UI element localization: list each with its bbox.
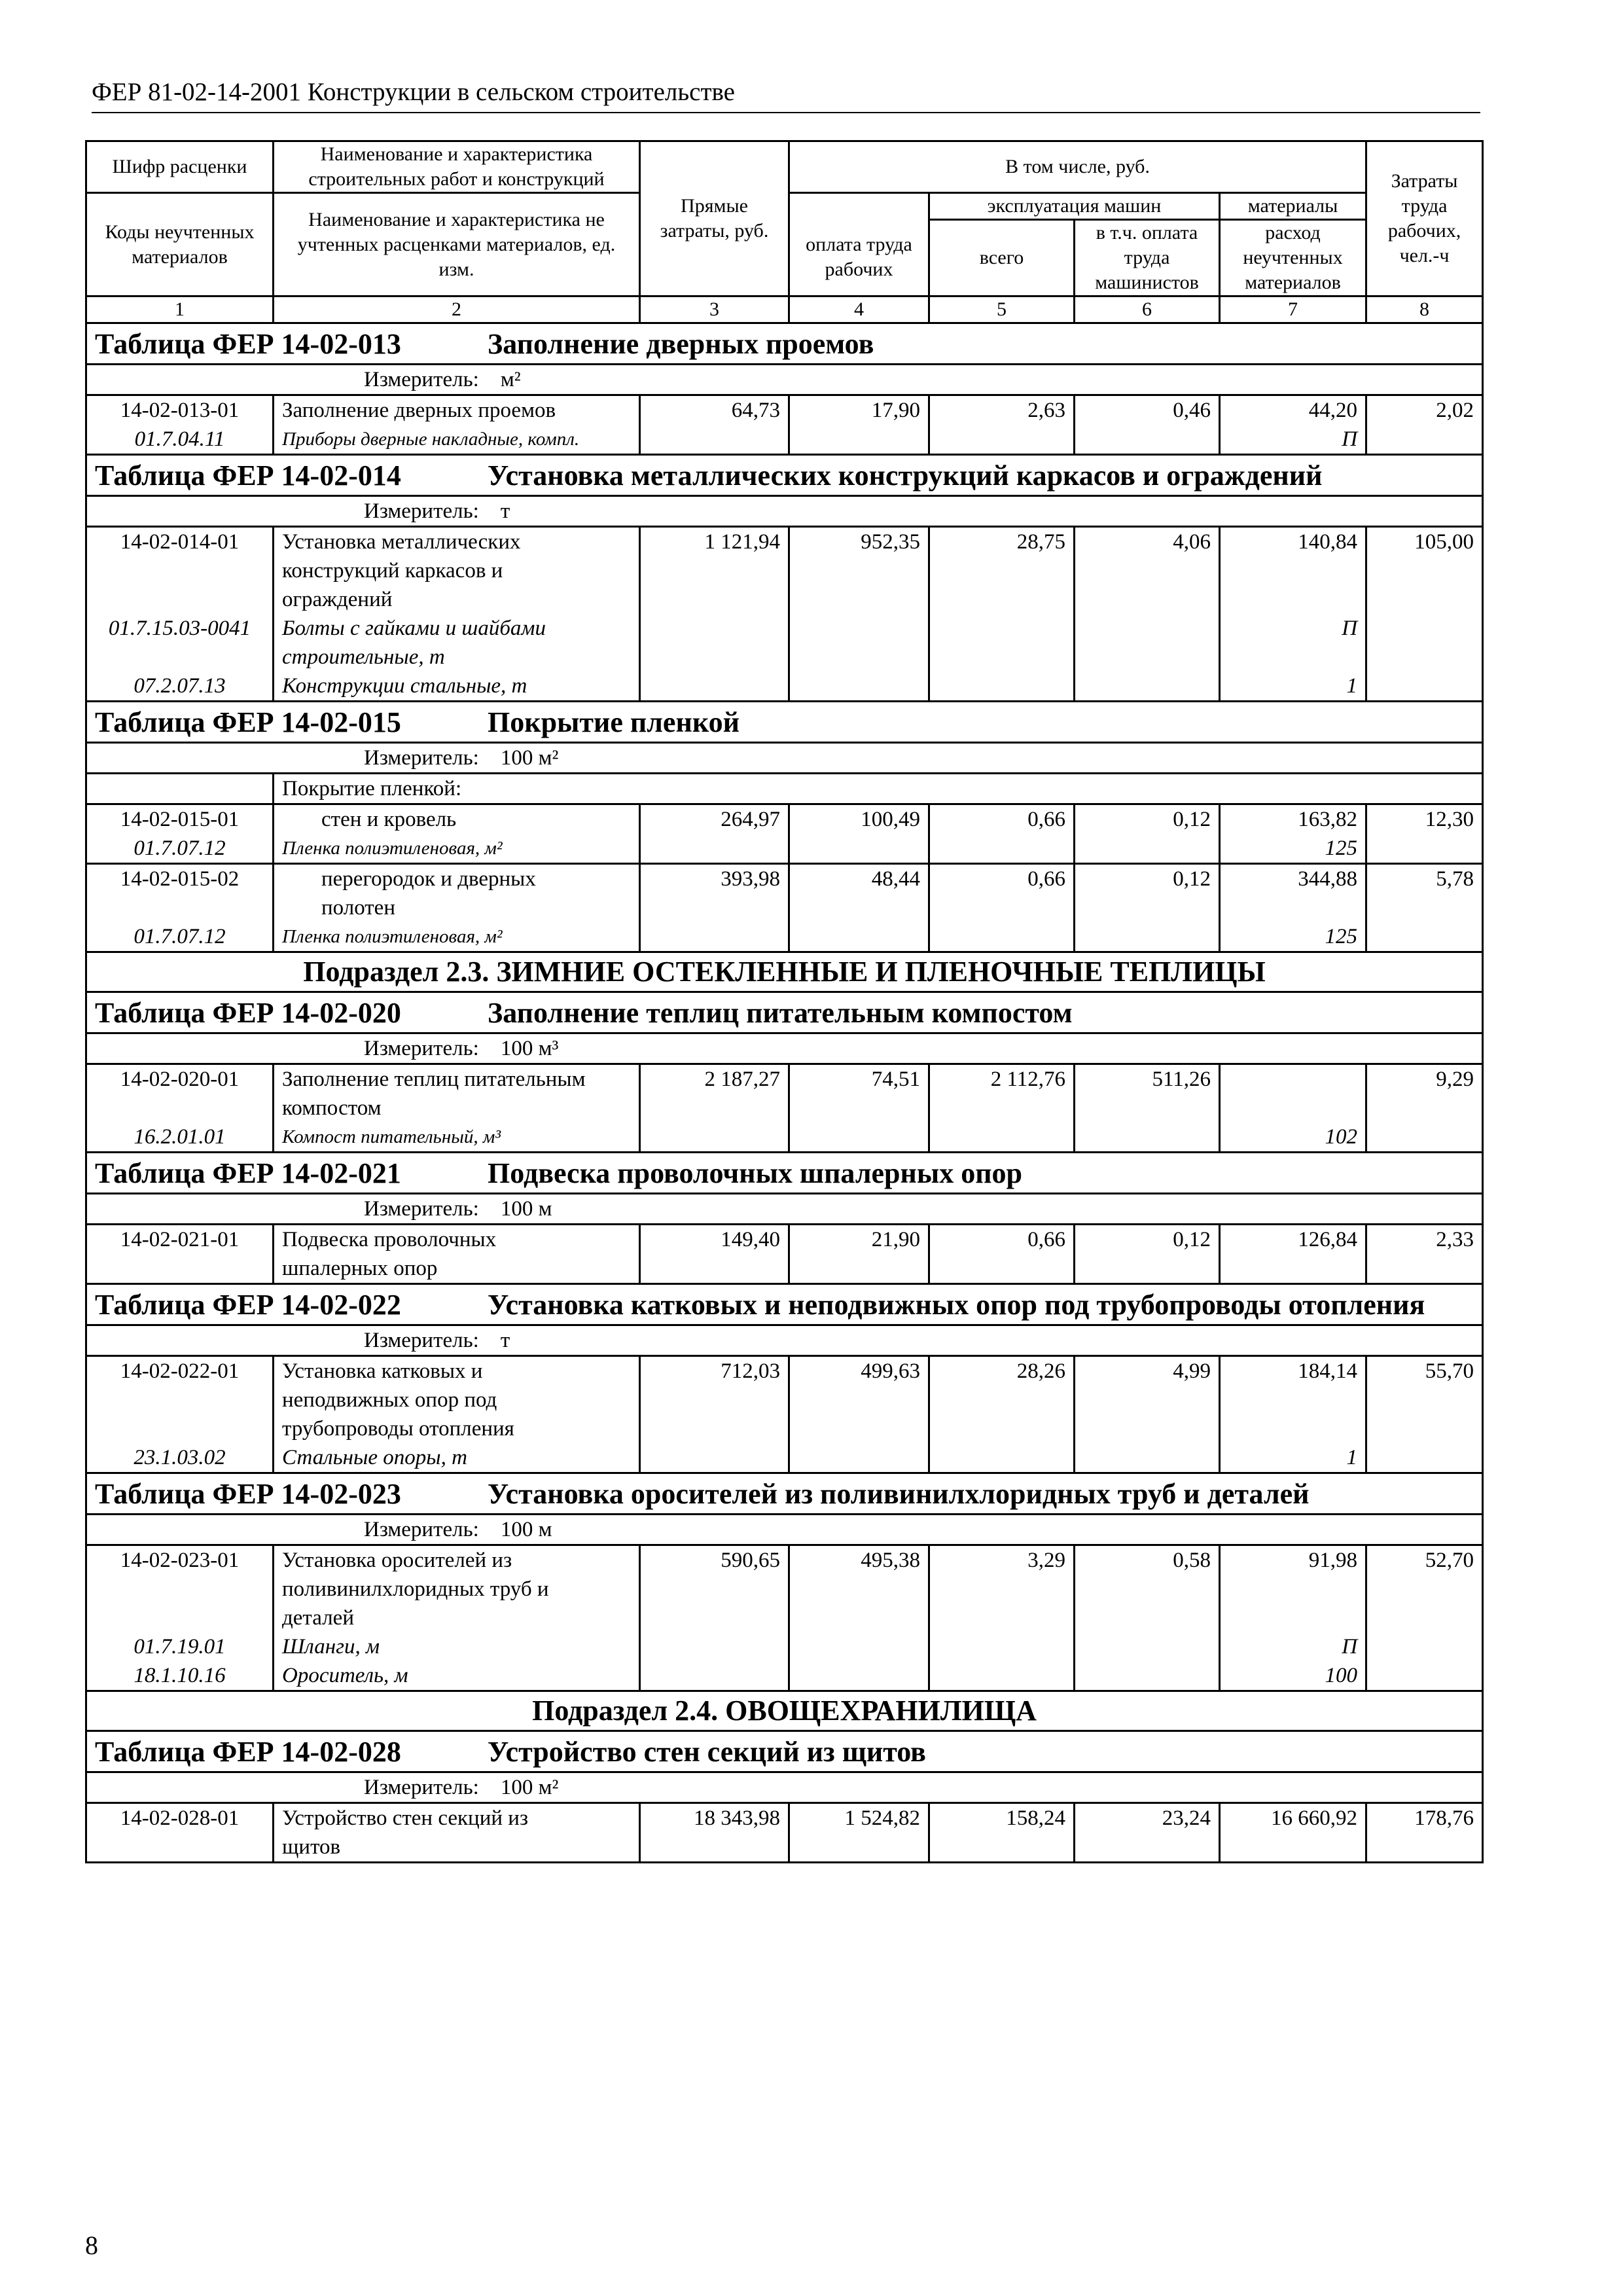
table-title: Таблица ФЕР 14-02-013 Заполнение дверных проемов (86, 323, 1483, 365)
group-label: Покрытие пленкой: (274, 774, 1483, 804)
table-row: 14-02-015-01 01.7.07.12 стен и кровель Пленка полиэтиленовая, м² 264,97 100,49 0,66 0,12 163,82 125 12,30 (86, 804, 1483, 864)
subsection-heading: Подраздел 2.4. ОВОЩЕХРАНИЛИЩА (86, 1691, 1483, 1731)
measure-unit: Измеритель: 100 м (86, 1194, 1483, 1225)
col-machines-header (929, 193, 1220, 296)
measure-unit: Измеритель: 100 м³ (86, 1033, 1483, 1064)
machines-group-label: эксплуатация машин (930, 194, 1219, 221)
page-number: 8 (85, 2231, 98, 2260)
document-header: ФЕР 81-02-14-2001 Конструкции в сельском строительстве (92, 77, 1480, 113)
table-row: 14-02-023-01 01.7.19.01 18.1.10.16 Установка оросителей из поливинилхлоридных труб и деталей Шланги, м Ороситель, м 590,65 495,38 3,29 0,58 91,98 П 100 52,70 (86, 1545, 1483, 1691)
col-number-1: 1 (86, 296, 274, 323)
table-row: 14-02-021-01 Подвеска проволочных шпалерных опор 149,40 21,90 0,66 0,12 126,84 2,33 (86, 1225, 1483, 1284)
table-title: Таблица ФЕР 14-02-021 Подвеска проволочных шпалерных опор (86, 1153, 1483, 1194)
table-row: 14-02-022-01 23.1.03.02 Установка катковых и неподвижных опор под трубопроводы отопления Стальные опоры, т 712,03 499,63 28,26 4,99 184,14 1 55,70 (86, 1356, 1483, 1473)
measure-unit: Измеритель: т (86, 496, 1483, 527)
col-number-7: 7 (1220, 296, 1366, 323)
table-title: Таблица ФЕР 14-02-014 Установка металлических конструкций каркасов и ограждений (86, 455, 1483, 496)
col-hours-header: Затраты труда рабочих, чел.-ч (1366, 141, 1483, 296)
col-materials-header: материалы расход неучтенных материалов (1220, 193, 1366, 296)
col-direct-header: Прямые затраты, руб. (640, 141, 789, 296)
table-row: 14-02-028-01 Устройство стен секций из щитов 18 343,98 1 524,82 158,24 23,24 16 660,92 178,76 (86, 1803, 1483, 1863)
measure-unit: Измеритель: 100 м (86, 1515, 1483, 1545)
col-mat-code-header: Коды неучтенных материалов (86, 193, 274, 296)
table-title: Таблица ФЕР 14-02-015 Покрытие пленкой (86, 702, 1483, 743)
measure-unit: Измеритель: м² (86, 365, 1483, 395)
table-title: Таблица ФЕР 14-02-020 Заполнение теплиц питательным компостом (86, 992, 1483, 1033)
col-number-3: 3 (640, 296, 789, 323)
table-head (86, 141, 1483, 323)
table-title: Таблица ФЕР 14-02-028 Устройство стен секций из щитов (86, 1731, 1483, 1772)
col-number-2: 2 (274, 296, 640, 323)
subsection-heading: Подраздел 2.3. ЗИМНИЕ ОСТЕКЛЕННЫЕ И ПЛЕНОЧНЫЕ ТЕПЛИЦЫ (86, 952, 1483, 992)
col-labor-header: оплата труда рабочих (789, 193, 929, 296)
col-number-4: 4 (789, 296, 929, 323)
table-title: Таблица ФЕР 14-02-022 Установка катковых и неподвижных опор под трубопроводы отопления (86, 1284, 1483, 1325)
price-table (85, 140, 1484, 1863)
measure-unit: Измеритель: 100 м² (86, 743, 1483, 774)
measure-unit: Измеритель: 100 м² (86, 1772, 1483, 1803)
measure-unit: Измеритель: т (86, 1325, 1483, 1356)
col-name-header: Наименование и характеристика строительных работ и конструкций (274, 141, 640, 193)
col-mach-labor-header: в т.ч. оплата труда машинистов (1095, 222, 1199, 293)
col-number-5: 5 (929, 296, 1075, 323)
table-row: 14-02-014-01 01.7.15.03-0041 07.2.07.13 Установка металлических конструкций каркасов и ограждений Болты с гайками и шайбами строительные, т Конструкции стальные, т 1 121,94 952,35 28,75 4,06 140,84 П 1 105,00 (86, 527, 1483, 702)
table-row: 14-02-013-01 01.7.04.11 Заполнение дверных проемов Приборы дверные накладные, компл. 64,73 17,90 2,63 0,46 44,20 П 2,02 (86, 395, 1483, 455)
col-number-6: 6 (1075, 296, 1220, 323)
col-mat-name-header: Наименование и характеристика не учтенных расценками материалов, ед. изм. (274, 193, 640, 296)
col-mach-total-header: всего (930, 221, 1075, 295)
col-code-header: Шифр расценки (86, 141, 274, 193)
col-group-header: В том числе, руб. (789, 141, 1366, 193)
table-row: 14-02-015-02 01.7.07.12 перегородок и дверных полотен Пленка полиэтиленовая, м² 393,98 48,44 0,66 0,12 344,88 125 5,78 (86, 864, 1483, 952)
col-number-8: 8 (1366, 296, 1483, 323)
table-row: 14-02-020-01 16.2.01.01 Заполнение теплиц питательным компостом Компост питательный, м³ 2 187,27 74,51 2 112,76 511,26 102 9,29 (86, 1064, 1483, 1153)
materials-group-label: материалы (1221, 194, 1365, 221)
table-title: Таблица ФЕР 14-02-023 Установка оросителей из поливинилхлоридных труб и деталей (86, 1473, 1483, 1515)
